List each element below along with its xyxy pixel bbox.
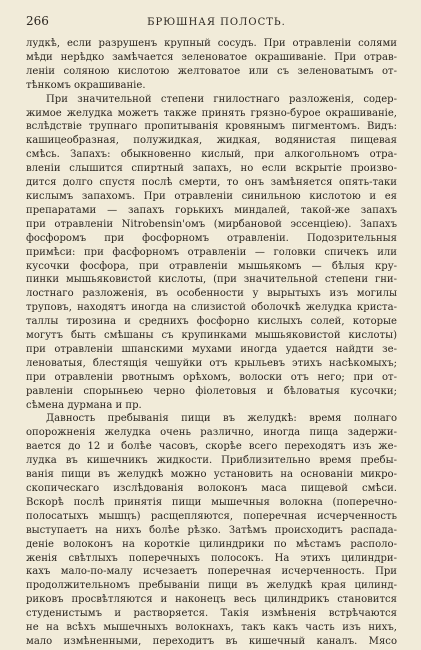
text-line: фосфоромъ при фосфорномъ отравленіи. Подозрительныя xyxy=(26,232,397,244)
text-line: вленіи слышится спиртный запахъ, но если вскрытіе произво- xyxy=(26,163,397,175)
text-line: при отравленіи Nitrobensin'омъ (мирбановой эссенціею). Запахъ xyxy=(26,218,397,230)
text-line: леноватыя, блестящія чешуйки отъ крыльевъ этихъ насѣкомыхъ; xyxy=(26,357,397,369)
text-line: при отравленіи шпанскими мухами иногда удается найдти зе- xyxy=(26,343,397,355)
text-line: жимое желудка можетъ также принять грязно-бурое окрашиваніе, xyxy=(26,107,397,119)
text-line: вается до 12 и болѣе часовъ, скорѣе всего переходятъ изъ же- xyxy=(26,441,397,453)
text-line: леніи соляною кислотою желтоватое или съ зеленоватымъ от- xyxy=(26,65,397,77)
text-line: кахъ мало-по-малу исчезаетъ поперечная исчерченность. При xyxy=(26,566,397,578)
text-line: полосатыхъ мышцъ) расщепляются, поперечная исчерченность xyxy=(26,510,397,522)
text-line: вслѣдствіе трупнаго пропитыванія кровянымъ пигментомъ. Видъ: xyxy=(26,121,397,133)
text-line: смѣсь. Запахъ: обыкновенно кислый, при алкогольномъ отра- xyxy=(26,149,397,161)
paragraph xyxy=(26,37,397,93)
text-line: деніе волоконъ на короткіе цилиндрики по мѣстамъ располо- xyxy=(26,538,397,550)
text-line: сѣмена дурмана и пр. xyxy=(26,399,142,411)
text-line: скопическаго изслѣдованія волоконъ маса пищевой смѣси. xyxy=(26,483,397,494)
page-number: 266 xyxy=(26,14,49,28)
text-line: труповъ, находятъ иногда на слизистой оболочкѣ желудка криста- xyxy=(26,302,397,314)
text-line: мало измѣненными, переходитъ въ кишечный каналъ. Мясо xyxy=(26,635,397,647)
text-line: продолжительномъ пребываніи пищи въ желудкѣ края цилинд- xyxy=(26,580,397,592)
text-line: выступаетъ на нихъ болѣе рѣзко. Затѣмъ происходитъ распада- xyxy=(26,524,397,536)
page-header xyxy=(26,14,397,32)
text-line: кусочки фосфора, при отравленіи мышьякомъ — бѣлыя кру- xyxy=(26,260,397,272)
text-line: мѣди нерѣдко замѣчается зеленоватое окрашиваніе. При отрав- xyxy=(26,51,397,63)
text-line: пинки мышьяковистой кислоты, (при значительной степени гни- xyxy=(26,274,397,286)
text-line: риковъ просвѣтляются и наконецъ весь цилиндрикъ становится xyxy=(26,594,397,606)
text-line: могутъ быть смѣшаны съ крупинками мышьяковистой кислоты) xyxy=(26,330,397,342)
text-line: не на всѣхъ мышечныхъ волокнахъ, такъ какъ часть изъ нихъ, xyxy=(26,622,397,634)
text-line: При значительной степени гнилостнаго разложенія, содер- xyxy=(46,93,397,105)
text-line: женія свѣтлыхъ поперечныхъ полосокъ. На этихъ цилиндри- xyxy=(26,552,397,564)
paragraph xyxy=(26,93,397,413)
text-line: Вскорѣ послѣ принятія пищи мышечныя волокна (поперечно- xyxy=(26,496,397,508)
text-line: лудка въ кишечникъ жидкости. Приблизительно время пребы- xyxy=(26,455,397,467)
text-line: равленіи спорыньею черно фіолетовыя и бѣловатыя кусочки; xyxy=(26,385,397,397)
text-line: примѣси: при фасфорномъ отравленіи — головки спичекъ или xyxy=(26,246,397,258)
text-line: дится долго спустя послѣ смерти, то онъ замѣняется опять-таки xyxy=(26,177,397,189)
text-line: лостнаго разложенія, въ особенности у вырытыхъ изъ могилы xyxy=(26,288,397,300)
text-line: ванія пищи въ желудкѣ можно установить на основаніи микро- xyxy=(26,469,397,481)
text-line: Давность пребыванія пищи въ желудкѣ: время полнаго xyxy=(46,413,397,425)
text-line: студенистымъ и растворяется. Такія измѣненія встрѣчаются xyxy=(26,608,397,620)
text-line: таллы тирозина и среднихъ фосфорно кислыхъ солей, которые xyxy=(26,316,397,328)
body-text xyxy=(26,37,397,649)
text-line: препаратами — запахъ горькихъ миндалей, такой-же запахъ xyxy=(26,204,397,216)
text-line: кислымъ запахомъ. При отравленіи синильною кислотою и ея xyxy=(26,190,397,202)
text-line: лудкѣ, если разрушенъ крупный сосудъ. При отравленіи солями xyxy=(26,38,397,49)
paragraph xyxy=(26,412,397,648)
text-line: кашицеобразная, полужидкая, жидкая, водянистая пищевая xyxy=(26,135,397,147)
running-head: БРЮШНАЯ ПОЛОСТЬ. xyxy=(147,17,286,28)
text-line: опорожненія желудка очень различно, иногда пища задержи- xyxy=(26,427,397,439)
text-line: при отравленіи рвотнымъ орѣхомъ, волоски отъ него; при от- xyxy=(26,371,397,383)
text-line: тѣнкомъ окрашиваніе. xyxy=(26,79,146,91)
